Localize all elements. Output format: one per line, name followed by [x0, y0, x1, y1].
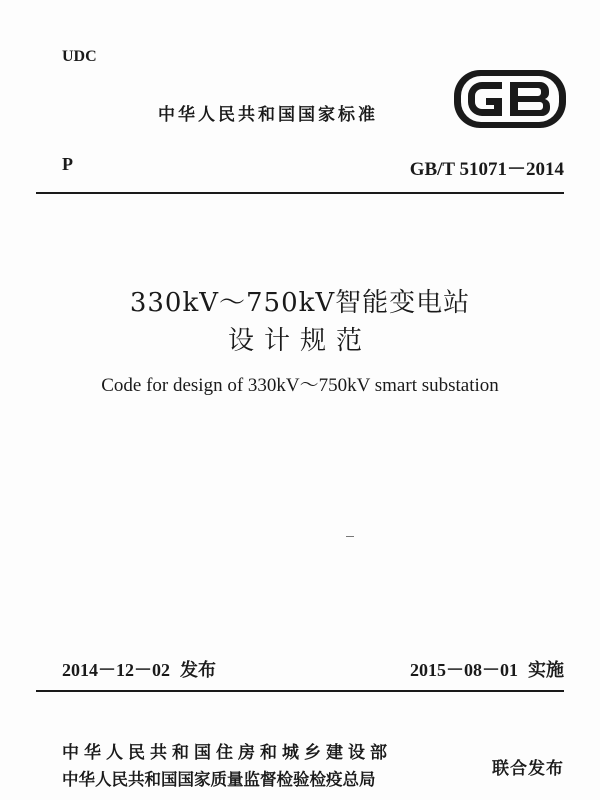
effective-date-block: [410, 656, 564, 682]
standard-number: GB/T 51071－2014: [409, 159, 564, 180]
header-divider: [36, 192, 564, 194]
udc-label: UDC: [62, 48, 97, 65]
footer-divider: [36, 690, 564, 692]
standard-type: 中华人民共和国国家标准: [158, 105, 378, 125]
issue-date-block: [62, 656, 216, 682]
title-english: Code for design of 330kV～750kV smart substation: [101, 375, 499, 396]
effective-label: 实施: [528, 660, 564, 681]
effective-date: 2015－08－01: [410, 660, 518, 680]
gb-logo-icon: [452, 68, 568, 130]
scan-mark: [346, 536, 354, 537]
issue-label: 发布: [180, 660, 216, 681]
title-chinese-line1: 330kV～750kV智能变电站: [129, 288, 471, 318]
publisher-line1: 中华人民共和国住房和城乡建设部: [62, 743, 392, 763]
joint-publish-label: 联合发布: [492, 759, 564, 779]
publisher-line2: 中华人民共和国国家质量监督检验检疫总局: [62, 770, 376, 789]
category-code: P: [62, 154, 73, 174]
issue-date: 2014－12－02: [62, 660, 170, 680]
title-chinese-line2: 设计规范: [227, 326, 372, 356]
